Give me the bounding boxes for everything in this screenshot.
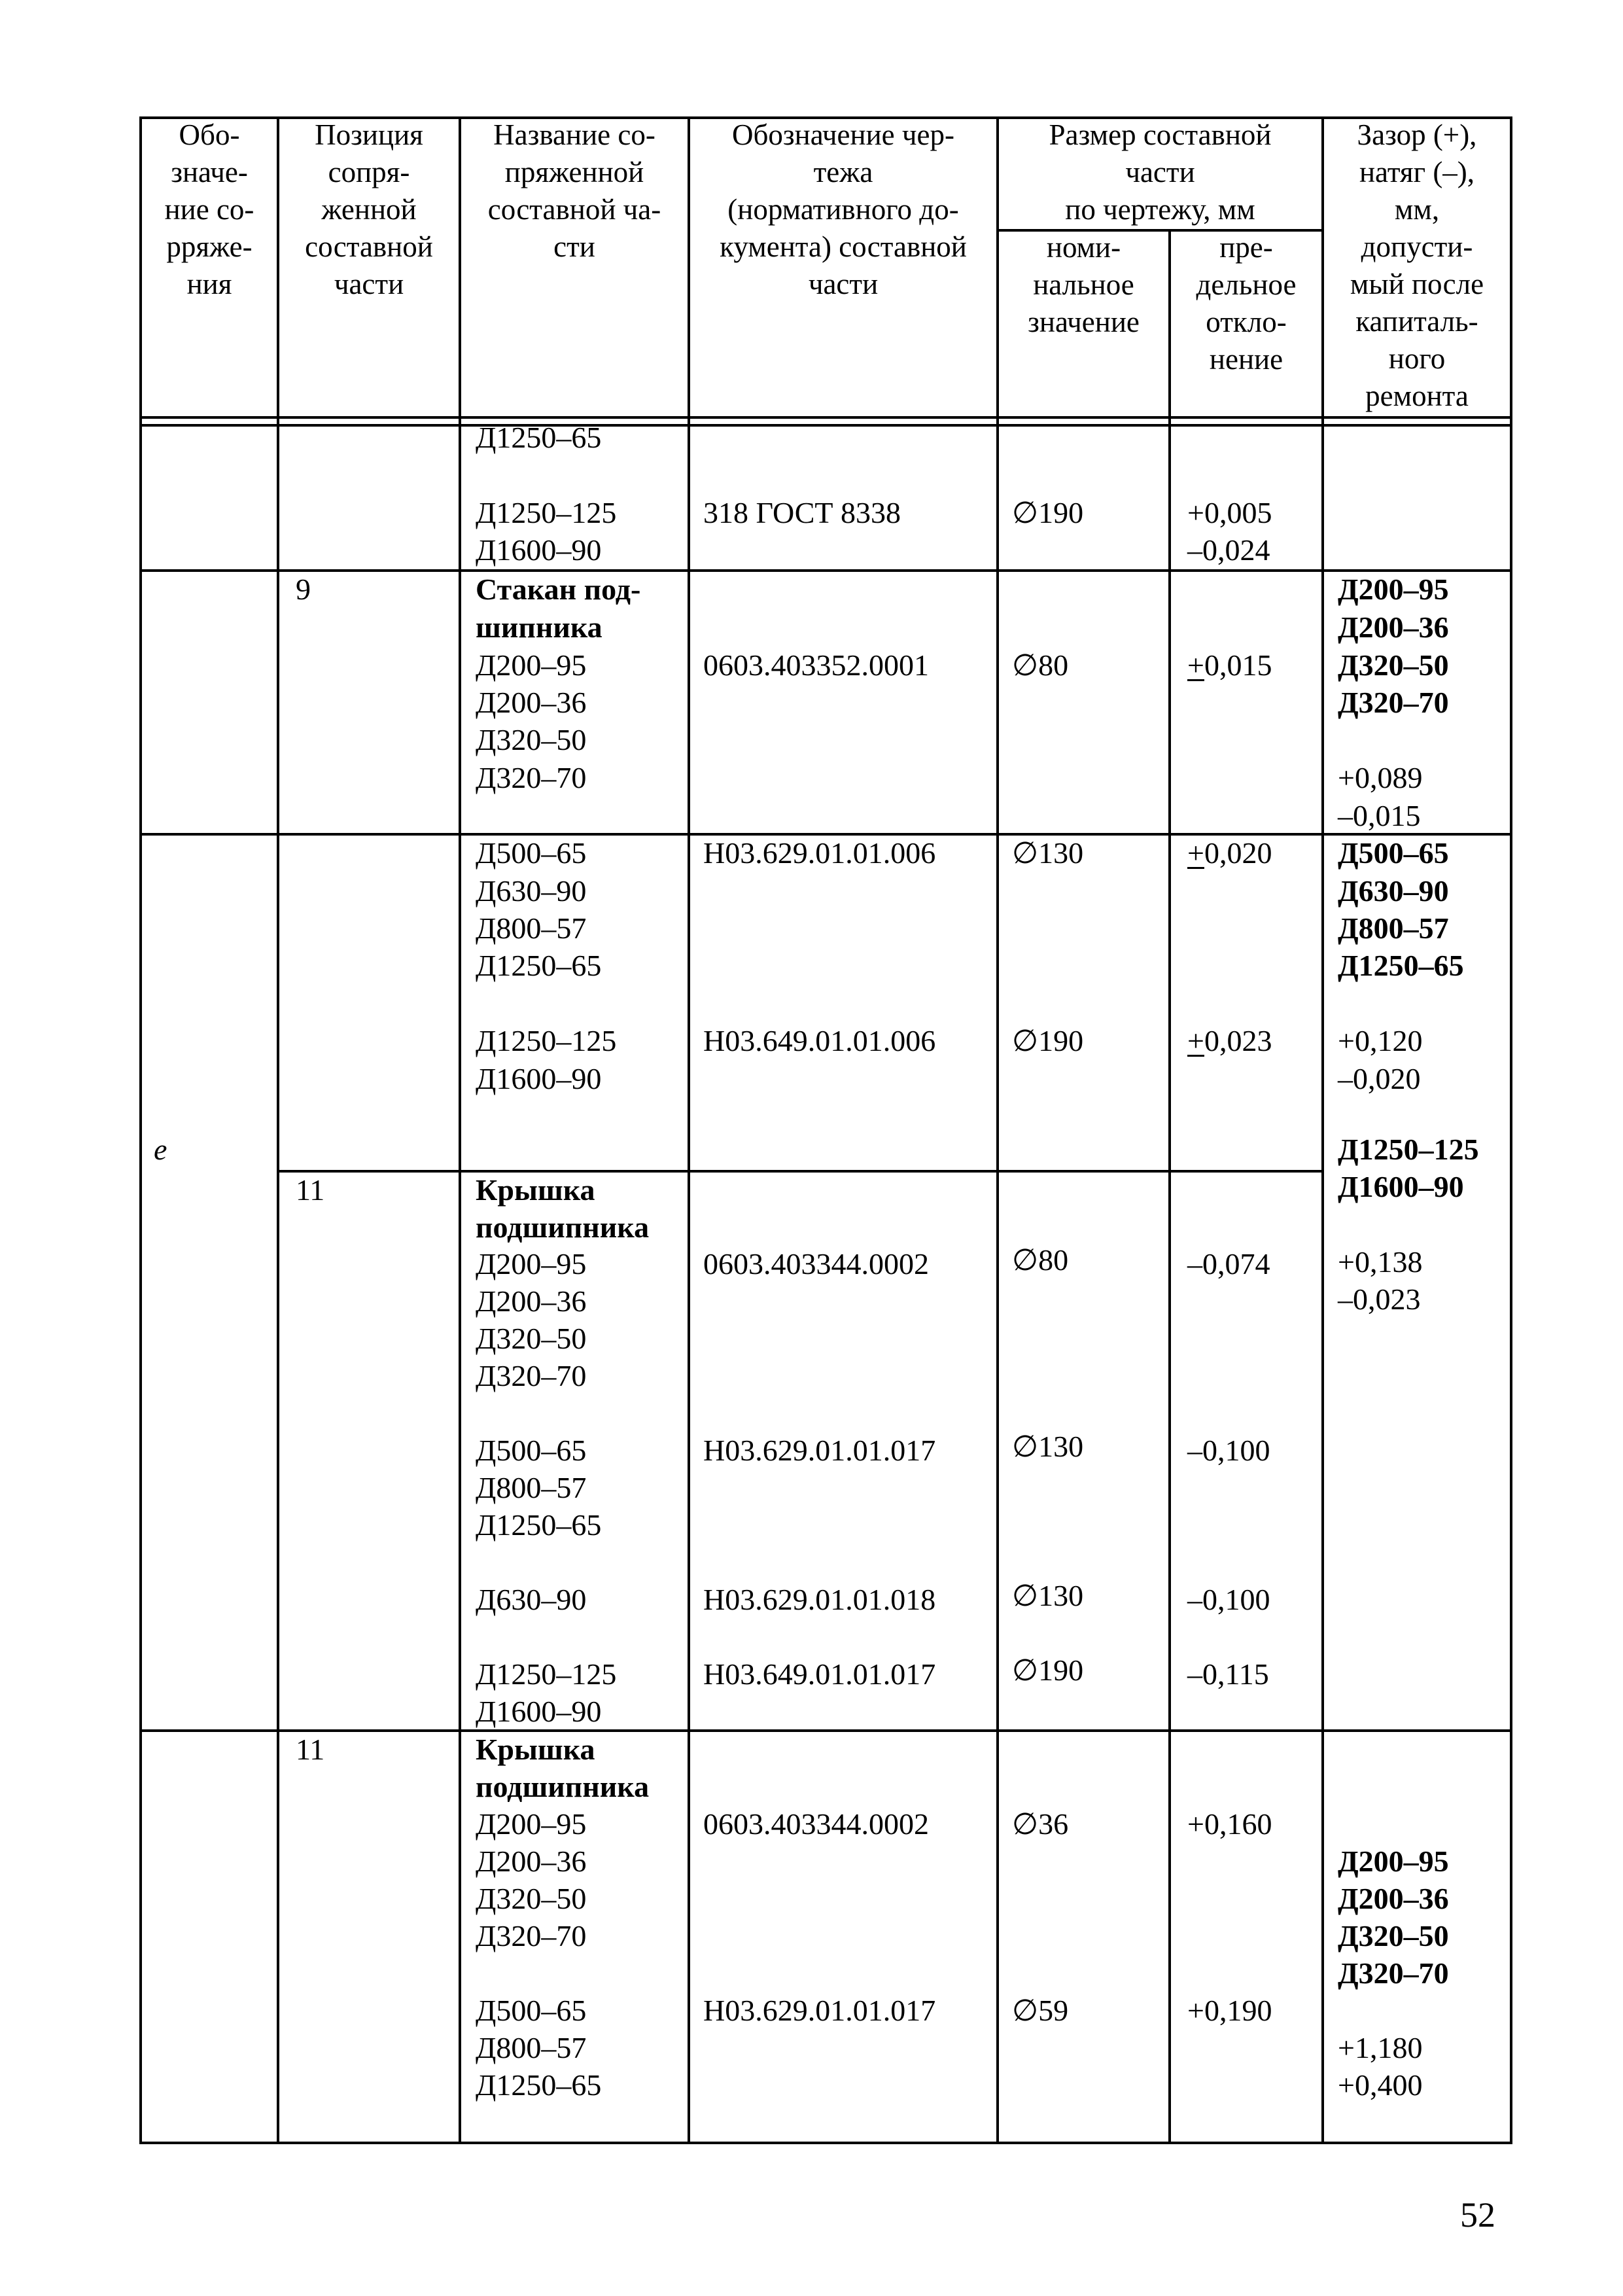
clearance-value: +0,138	[1338, 1245, 1423, 1279]
part-name: Д500–65	[476, 836, 587, 870]
part-name: Д800–57	[476, 1471, 587, 1504]
clearance-part: Д500–65	[1338, 836, 1449, 870]
nominal-size: ∅59	[1012, 1994, 1069, 2027]
nominal-size: ∅190	[1012, 1653, 1084, 1687]
clearance-part: Д630–90	[1338, 874, 1449, 908]
header-part-name: Название со- пряженной составной ча- сти	[487, 118, 661, 263]
deviation: –0,115	[1187, 1657, 1269, 1691]
page-number: 52	[1460, 2195, 1495, 2234]
part-name: Д320–50	[476, 723, 587, 756]
clearance-part: Д320–50	[1338, 648, 1449, 682]
clearance-part: Д320–50	[1338, 1919, 1449, 1952]
clearance-value: +0,089	[1338, 761, 1423, 794]
header-clearance: Зазор (+), натяг (–), мм, допусти- мый после капиталь- ного ремонта	[1350, 118, 1484, 412]
clearance-part: Д200–36	[1338, 1882, 1449, 1915]
nominal-size: ∅80	[1012, 1243, 1069, 1277]
part-name: Д500–65	[476, 1994, 587, 2027]
deviation	[1187, 1022, 1272, 1060]
part-name: Д200–95	[476, 648, 587, 682]
part-name: Д1250–125	[476, 1657, 617, 1691]
part-name: Д200–95	[476, 1247, 587, 1280]
clearance-value: –0,020	[1338, 1062, 1421, 1095]
part-name: Д200–36	[476, 686, 587, 719]
nominal-size: ∅80	[1012, 648, 1069, 682]
clearance-value: –0,015	[1338, 799, 1421, 832]
part-name: Д200–95	[476, 1807, 587, 1841]
part-name: Д1600–90	[476, 1695, 602, 1728]
header-nominal: номи- нальное значение	[1028, 231, 1140, 338]
plus-minus-sign: +	[1187, 836, 1204, 870]
deviation: +0,190	[1187, 1994, 1272, 2027]
drawing-designation: Н03.629.01.01.017	[703, 1434, 936, 1467]
drawing-designation: 0603.403344.0002	[703, 1807, 929, 1841]
nominal-size: ∅190	[1012, 496, 1084, 529]
drawing-designation: Н03.649.01.01.006	[703, 1024, 936, 1057]
clearance-part: Д320–70	[1338, 686, 1449, 719]
plus-minus-sign: +	[1187, 1024, 1204, 1057]
deviation	[1187, 834, 1272, 872]
nominal-size: ∅190	[1012, 1024, 1084, 1057]
nominal-size: ∅130	[1012, 1430, 1084, 1463]
part-title: подшипника	[476, 1210, 650, 1244]
position-number: 9	[296, 573, 311, 606]
drawing-designation: 318 ГОСТ 8338	[703, 496, 901, 529]
part-title: Крышка	[476, 1733, 595, 1766]
clearance-part: Д200–95	[1338, 1845, 1449, 1878]
part-name: Д320–70	[476, 1359, 587, 1392]
deviation-value: 0,023	[1204, 1024, 1272, 1057]
clearance-value: +1,180	[1338, 2031, 1423, 2064]
nominal-size: ∅130	[1012, 1579, 1084, 1612]
drawing-designation: 0603.403352.0001	[703, 648, 929, 682]
deviation: –0,100	[1187, 1434, 1270, 1467]
part-title: Крышка	[476, 1173, 595, 1207]
clearance-part: Д1250–125	[1338, 1133, 1479, 1166]
joint-designation: е	[154, 1133, 167, 1166]
nominal-size: ∅36	[1012, 1807, 1069, 1841]
part-name: Д800–57	[476, 911, 587, 945]
header-drawing-designation: Обозначение чер- тежа (нормативного до- кумента) составной части	[720, 118, 967, 300]
drawing-designation: Н03.649.01.01.017	[703, 1657, 936, 1691]
clearance-value: +0,400	[1338, 2068, 1423, 2102]
part-name: Д200–36	[476, 1284, 587, 1318]
part-name: Д320–50	[476, 1882, 587, 1915]
deviation-value: 0,015	[1204, 648, 1272, 682]
part-name: Д630–90	[476, 1583, 587, 1616]
clearance-part: Д800–57	[1338, 911, 1449, 945]
deviation-value: 0,020	[1204, 836, 1272, 870]
position-number: 11	[296, 1733, 325, 1766]
clearance-part: Д200–95	[1338, 573, 1449, 606]
part-name: Д630–90	[476, 874, 587, 908]
part-title: подшипника	[476, 1770, 650, 1803]
plus-minus-sign: +	[1187, 648, 1204, 682]
part-name: Д1250–125	[476, 496, 617, 529]
part-name: Д1250–65	[476, 2068, 602, 2102]
deviation	[1187, 646, 1272, 684]
part-name: Д320–70	[476, 761, 587, 794]
part-name: Д1250–125	[476, 1024, 617, 1057]
deviation: –0,100	[1187, 1583, 1270, 1616]
part-name: Д1250–65	[476, 421, 602, 454]
part-name: Д1250–65	[476, 949, 602, 982]
part-name: Д200–36	[476, 1845, 587, 1878]
clearance-part: Д200–36	[1338, 610, 1449, 644]
deviation: –0,074	[1187, 1247, 1270, 1280]
part-name: Д800–57	[476, 2031, 587, 2064]
part-name: Д320–50	[476, 1322, 587, 1355]
header-designation: Обо- значе- ние со- pряже- ния	[164, 118, 254, 300]
clearance-value: +0,120	[1338, 1024, 1423, 1057]
header-deviation: пре- дельное откло- нение	[1196, 231, 1297, 376]
clearance-value: –0,023	[1338, 1282, 1421, 1316]
nominal-size: ∅130	[1012, 836, 1084, 870]
part-title: шипника	[476, 610, 602, 644]
header-size-group: Размер составной части по чертежу, мм	[1049, 118, 1272, 226]
drawing-designation: Н03.629.01.01.018	[703, 1583, 936, 1616]
part-title: Стакан под-	[476, 573, 641, 606]
drawing-designation: Н03.629.01.01.006	[703, 836, 936, 870]
drawing-designation: Н03.629.01.01.017	[703, 1994, 936, 2027]
part-name: Д1600–90	[476, 533, 602, 567]
part-name: Д1600–90	[476, 1062, 602, 1095]
clearance-part: Д320–70	[1338, 1956, 1449, 1990]
drawing-designation: 0603.403344.0002	[703, 1247, 929, 1280]
clearance-part: Д1250–65	[1338, 949, 1464, 982]
part-name: Д500–65	[476, 1434, 587, 1467]
part-name: Д1250–65	[476, 1508, 602, 1542]
clearance-part: Д1600–90	[1338, 1170, 1464, 1203]
position-number: 11	[296, 1173, 325, 1207]
part-name: Д320–70	[476, 1919, 587, 1952]
header-position: Позиция сопря- женной составной части	[305, 118, 433, 300]
deviation-upper: +0,005	[1187, 496, 1272, 529]
deviation-lower: –0,024	[1187, 533, 1270, 567]
deviation: +0,160	[1187, 1807, 1272, 1841]
